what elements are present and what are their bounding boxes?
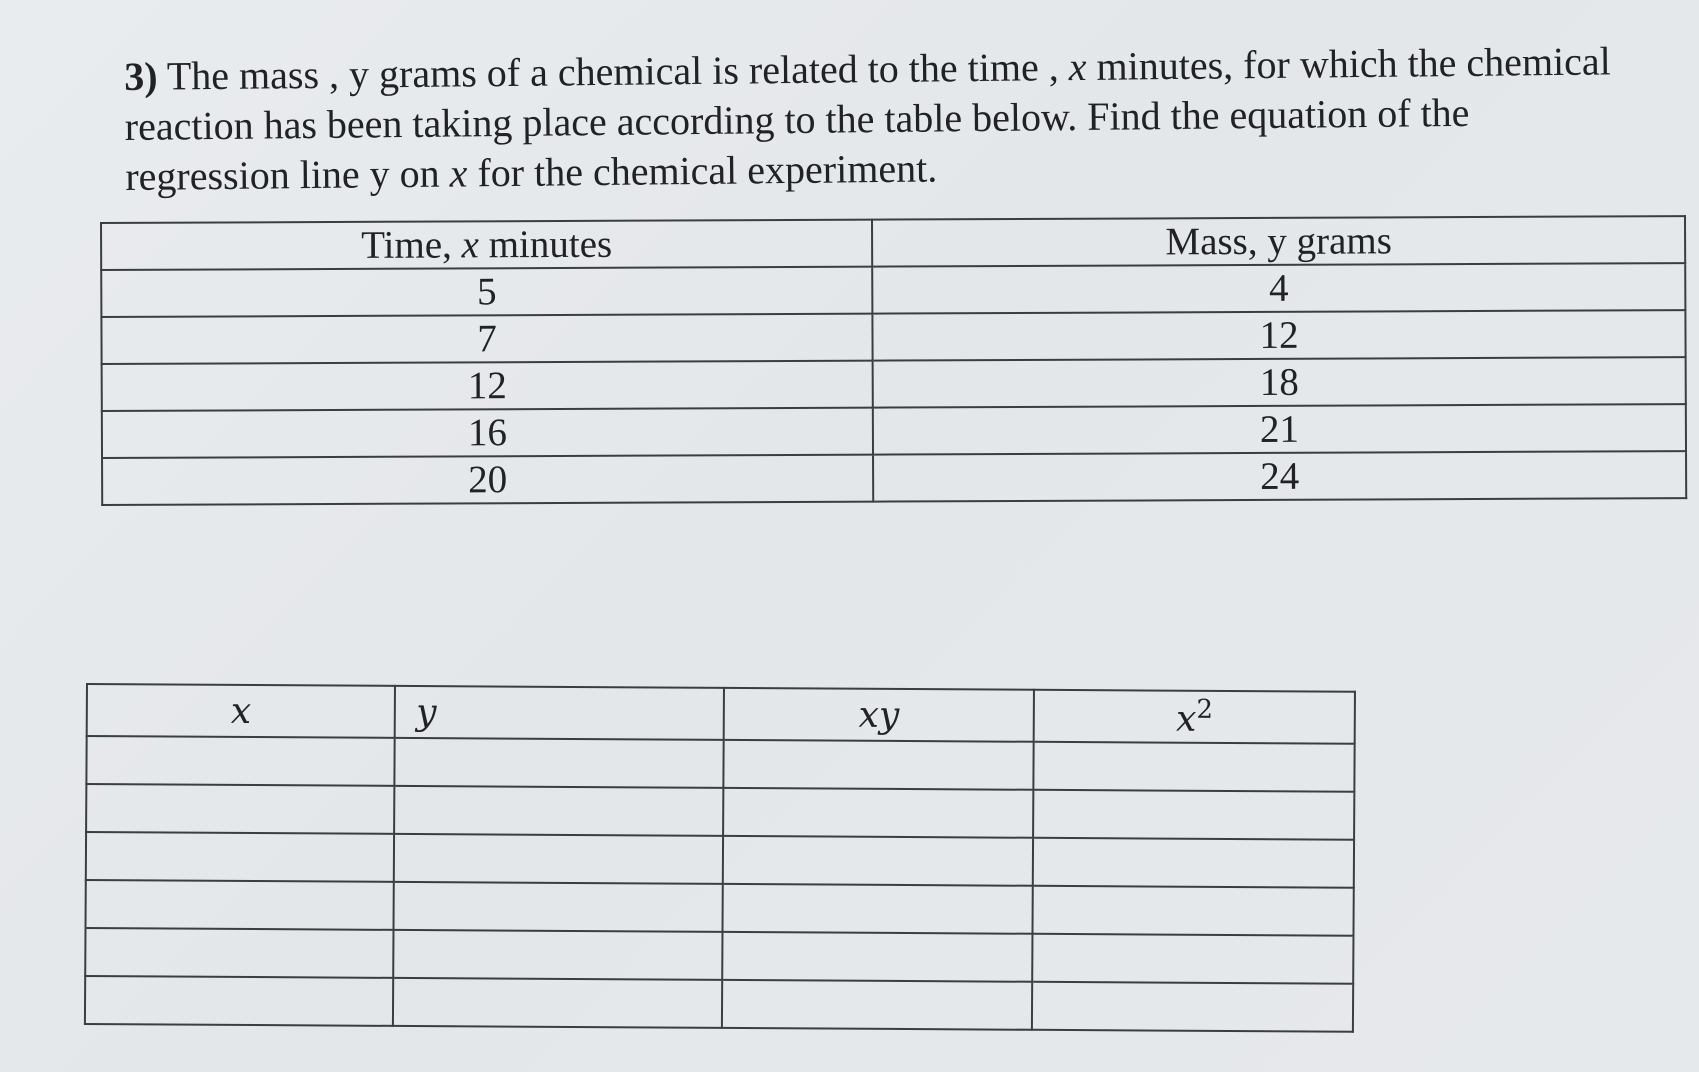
regression-work-table xyxy=(84,683,1356,1033)
question-line-1: 3) The mass , y grams of a chemical is related to the time , x minutes, for which the chemical xyxy=(124,38,1612,99)
question-text xyxy=(124,36,1665,202)
work-cell-y[interactable] xyxy=(394,930,723,980)
work-cell-y[interactable] xyxy=(395,738,724,788)
mass-value: 18 xyxy=(873,357,1686,408)
work-cell-xy[interactable] xyxy=(722,980,1033,1030)
work-cell-xy[interactable] xyxy=(723,788,1034,838)
work-row xyxy=(85,976,1353,1032)
work-cell-y[interactable] xyxy=(394,882,723,932)
table-row xyxy=(102,451,1686,505)
time-value: 7 xyxy=(101,314,872,364)
header-x-squared: $x^2$ xyxy=(1034,690,1355,744)
question-line-2: reaction has been taking place according to the table below. Find the equation of the xyxy=(124,89,1470,149)
work-cell-x[interactable] xyxy=(85,976,394,1026)
work-cell-x-squared[interactable] xyxy=(1034,742,1355,792)
work-cell-x-squared[interactable] xyxy=(1034,790,1355,840)
work-cell-x[interactable] xyxy=(86,832,395,882)
work-row xyxy=(86,736,1354,792)
table-row xyxy=(102,357,1686,411)
time-value: 5 xyxy=(101,267,872,317)
time-value: 12 xyxy=(102,361,873,411)
work-cell-x[interactable] xyxy=(86,784,395,834)
time-value: 16 xyxy=(102,408,873,458)
work-cell-xy[interactable] xyxy=(722,884,1033,934)
header-mass: Mass, y grams xyxy=(872,216,1685,267)
work-cell-xy[interactable] xyxy=(723,836,1034,886)
work-row xyxy=(86,784,1354,840)
work-row xyxy=(86,880,1354,936)
mass-value: 24 xyxy=(873,451,1686,502)
table-header-row xyxy=(101,216,1685,270)
work-cell-x[interactable] xyxy=(86,736,395,786)
work-cell-xy[interactable] xyxy=(722,932,1033,982)
table-row xyxy=(101,263,1685,317)
work-row xyxy=(86,832,1354,888)
header-x: x xyxy=(87,684,396,738)
question-line-3: regression line y on x for the chemical experiment. xyxy=(125,145,938,199)
work-cell-x-squared[interactable] xyxy=(1033,886,1354,936)
work-cell-x[interactable] xyxy=(85,928,394,978)
work-cell-x-squared[interactable] xyxy=(1033,838,1354,888)
table-row xyxy=(101,310,1685,364)
mass-value: 4 xyxy=(872,263,1685,314)
work-cell-y[interactable] xyxy=(394,786,723,836)
work-cell-x-squared[interactable] xyxy=(1032,982,1353,1032)
work-cell-x-squared[interactable] xyxy=(1033,934,1354,984)
work-cell-y[interactable] xyxy=(394,834,723,884)
time-value: 20 xyxy=(102,455,873,505)
mass-value: 12 xyxy=(873,310,1686,361)
table-row xyxy=(102,404,1686,458)
work-cell-x[interactable] xyxy=(86,880,395,930)
header-y: y xyxy=(395,686,724,740)
work-cell-xy[interactable] xyxy=(723,740,1034,790)
work-row xyxy=(85,928,1353,984)
question-number: 3) xyxy=(124,53,158,99)
work-header-row xyxy=(87,684,1355,744)
mass-value: 21 xyxy=(873,404,1686,455)
header-time: Time, x minutes xyxy=(101,220,872,270)
work-cell-y[interactable] xyxy=(393,978,722,1028)
header-xy: xy xyxy=(723,688,1034,742)
time-mass-table xyxy=(100,215,1687,506)
